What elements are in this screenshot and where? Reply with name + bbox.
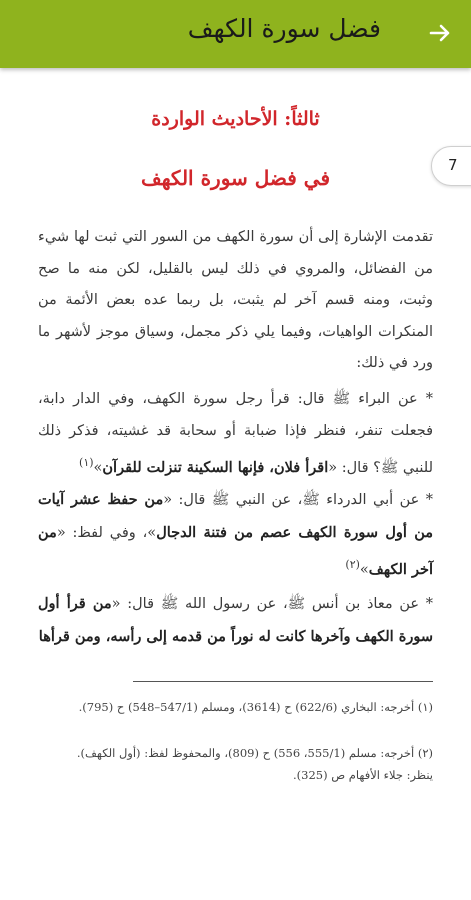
hadith-paragraph-2: [38, 484, 433, 586]
hadith-text-mid: »، وفي لفظ: «: [56, 524, 157, 541]
hadith-text: * عن البراء ﷺ قال: قرأ رجل سورة الكهف، وفي الدار دابة، فجعلت تنفر، فنظر فإذا ضبابة أو سحابة قد غشيته، فذكر ذلك للنبي ﷺ؟ قال: «: [38, 391, 433, 476]
footnote-divider: [133, 681, 433, 682]
hadith-quote: اقرأ فلان، فإنها السكينة تنزلت للقرآن: [102, 458, 329, 476]
hadith-text-end: »: [359, 561, 369, 578]
section-heading: ثالثاً: الأحاديث الواردة: [151, 108, 320, 130]
hadith-text-end: »: [93, 459, 103, 476]
hadith-quote-alt: من آخر الكهف: [38, 523, 433, 578]
footnote-ref[interactable]: (٢): [345, 558, 360, 571]
intro-paragraph: تقدمت الإشارة إلى أن سورة الكهف من السور التي ثبت لها شيء من الفضائل، والمروي في ذلك ليس بالقليل، لكن منه ما صح وثبت، ومنه قسم آخر لم يثبت، بل ربما عده بعض الأئمة من المنكرات الواهيات، وفيما يلي ذكر مجمل، وسياق موجز لأشهر ما ورد في ذلك:: [38, 229, 433, 371]
footnote-ref[interactable]: (١): [79, 456, 94, 469]
section-subheading: في فضل سورة الكهف: [140, 166, 330, 190]
footnote-2-continued: ينظر: جلاء الأفهام ص (325).: [293, 768, 433, 782]
hadith-paragraph-3: [38, 588, 433, 653]
footnote-2: (٢) أخرجه: مسلم (555/1، 556) ح (809)، والمحفوظ لفظ: (أول الكهف).: [76, 746, 433, 760]
page-number: 7: [448, 156, 458, 174]
hadith-text: * عن معاذ بن أنس ﷺ، عن رسول الله ﷺ قال: «: [111, 596, 433, 612]
app-bar: [0, 0, 471, 68]
hadith-paragraph-1: [38, 384, 433, 484]
hadith-text: * عن أبي الدرداء ﷺ، عن النبي ﷺ قال: «: [163, 492, 433, 508]
back-button[interactable]: [423, 16, 457, 50]
hadith-quote: من حفظ عشر آيات من أول سورة الكهف عصم من فتنة الدجال: [38, 491, 434, 541]
hadith-quote: من قرأ أول سورة الكهف وآخرها كانت له نوراً من قدمه إلى رأسه، ومن قرأها: [38, 595, 433, 645]
footnote-1: (١) أخرجه: البخاري (622/6) ح (3614)، ومسلم (547/1–548) ح (795).: [78, 700, 433, 714]
page-title: فضل سورة الكهف: [187, 14, 381, 43]
page-number-badge[interactable]: [431, 146, 471, 186]
arrow-right-icon: [428, 21, 452, 45]
